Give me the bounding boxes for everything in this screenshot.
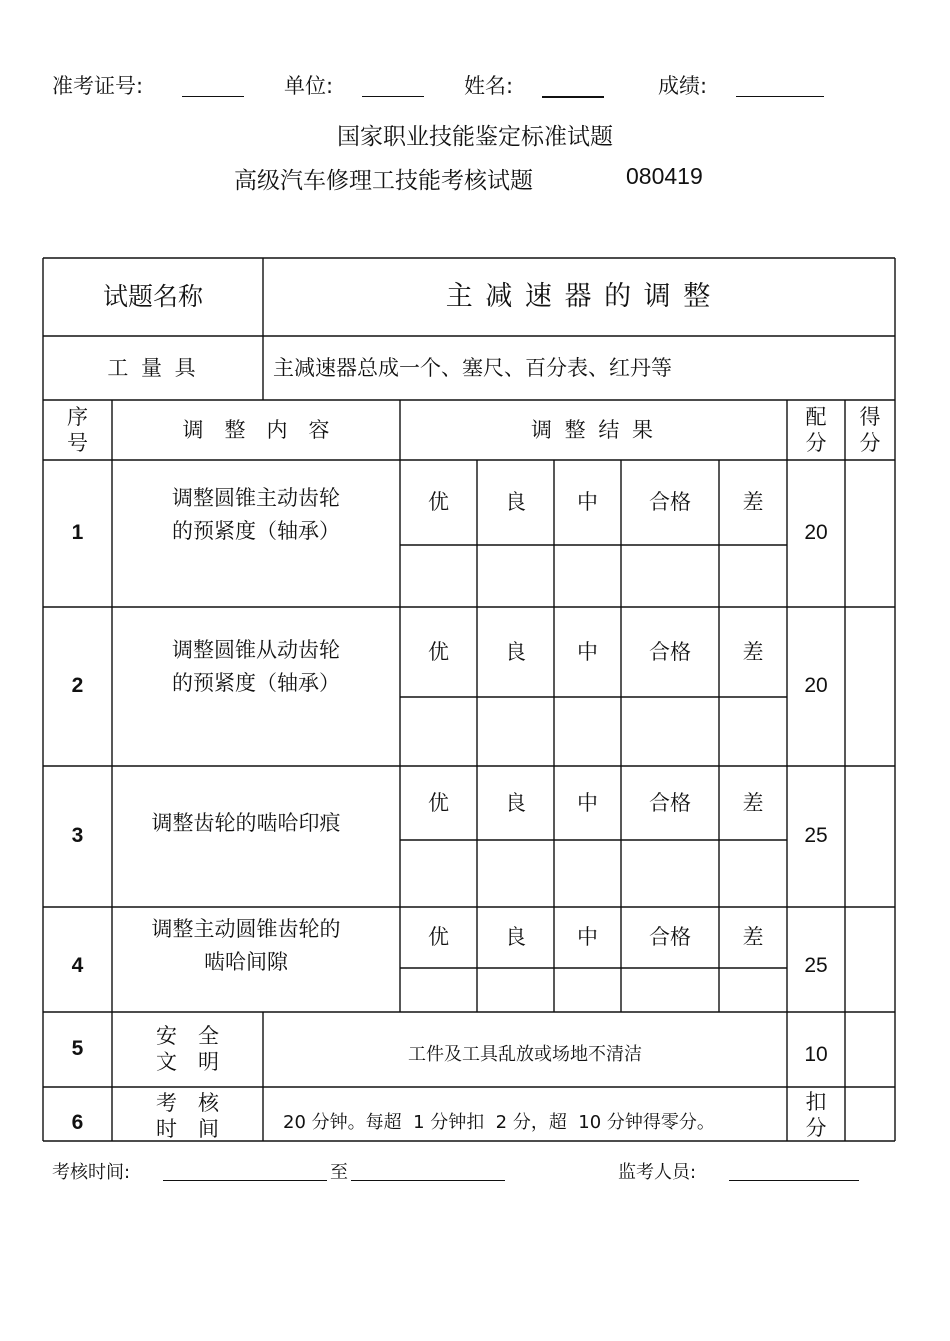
- row-4-grade-good: 良: [505, 925, 526, 950]
- row-1-content-line2: 的预紧度（轴承）: [172, 519, 340, 543]
- row-1-points: 20: [804, 521, 828, 545]
- row-1-grade-good: 良: [505, 490, 526, 515]
- row-5-label: [112, 1016, 263, 1082]
- row-3-content: [112, 790, 380, 856]
- col-header-seq: [43, 400, 112, 460]
- row-4-grade-excellent: 优: [428, 925, 449, 950]
- row-5-no: 5: [71, 1037, 84, 1061]
- row-2-grade-excellent: 优: [428, 639, 449, 664]
- row-1-content: [112, 470, 400, 560]
- row-5-label-line2: 文 明: [156, 1050, 219, 1074]
- row-2-grade-medium: 中: [577, 639, 598, 664]
- row-4-points: 25: [804, 953, 828, 977]
- row-3-mark-area[interactable]: [400, 840, 787, 907]
- unit-label: 单位:: [284, 74, 334, 98]
- row-2-no: 2: [71, 674, 84, 698]
- title-line1: 国家职业技能鉴定标准试题: [337, 124, 613, 150]
- row-3-grade-excellent: 优: [428, 790, 449, 815]
- col-header-seq-2: 号: [67, 431, 88, 455]
- exam-id-label: 准考证号:: [52, 74, 144, 98]
- row-6-no: 6: [71, 1110, 84, 1134]
- score-label: 成绩:: [658, 74, 708, 98]
- tools-label: 工 量 具: [107, 355, 199, 380]
- col-header-result: 调 整 结 果: [530, 417, 657, 442]
- row-3-grade-medium: 中: [577, 790, 598, 815]
- row-3-score-cell[interactable]: [845, 766, 895, 907]
- row-2-grade-poor: 差: [742, 639, 764, 664]
- row-1-score-cell[interactable]: [845, 460, 895, 607]
- col-header-seq-1: 序: [67, 404, 88, 429]
- col-header-points-1: 配: [805, 404, 827, 429]
- row-3-grade-poor: 差: [742, 790, 764, 815]
- row-1-grade-pass: 合格: [649, 490, 691, 515]
- row-2-score-cell[interactable]: [845, 607, 895, 766]
- col-header-score-1: 得: [859, 404, 881, 429]
- row-6-points: [787, 1083, 845, 1147]
- row-4-content-line2: 啮哈间隙: [204, 950, 288, 974]
- exam-time-end-field[interactable]: [351, 1160, 505, 1181]
- row-6-points-line2: 分: [805, 1116, 827, 1140]
- row-3-no: 3: [71, 824, 84, 848]
- row-2-grade-good: 良: [505, 639, 526, 664]
- row-4-no: 4: [71, 953, 84, 977]
- row-2-content: [112, 622, 400, 712]
- row-4-content: [102, 908, 390, 984]
- row-3-grade-good: 良: [505, 790, 526, 815]
- exam-time-to-label: 至: [330, 1162, 348, 1183]
- row-4-mark-area[interactable]: [400, 968, 787, 1012]
- exam-time-start-field[interactable]: [163, 1160, 327, 1181]
- row-4-grade-medium: 中: [577, 925, 598, 950]
- row-1-grade-medium: 中: [577, 490, 598, 515]
- row-1-mark-area[interactable]: [400, 545, 787, 607]
- supervisor-label: 监考人员:: [618, 1162, 697, 1183]
- row-6-label: [112, 1085, 263, 1147]
- row-4-content-line1: 调整主动圆锥齿轮的: [151, 917, 341, 942]
- row-3-points: 25: [804, 824, 828, 848]
- row-1-content-line1: 调整圆锥主动齿轮: [172, 486, 340, 511]
- name-label: 姓名:: [464, 74, 514, 98]
- col-header-score-2: 分: [859, 431, 881, 455]
- row-5-score-cell[interactable]: [845, 1012, 895, 1087]
- col-header-content: 调 整 内 容: [182, 417, 330, 442]
- col-header-points-2: 分: [805, 431, 827, 455]
- row-2-content-line1: 调整圆锥从动齿轮: [172, 638, 340, 663]
- row-3-content-line1: 调整齿轮的啮哈印痕: [151, 810, 341, 835]
- row-1-grade-excellent: 优: [428, 490, 449, 515]
- col-header-points: [787, 400, 845, 460]
- row-2-grade-pass: 合格: [649, 639, 691, 664]
- test-name-value: 主 减 速 器 的 调 整: [445, 281, 713, 313]
- row-2-mark-area[interactable]: [400, 697, 787, 766]
- test-name-label: 试题名称: [102, 281, 203, 311]
- title-line2: 高级汽车修理工技能考核试题: [234, 168, 533, 194]
- supervisor-field[interactable]: [729, 1160, 859, 1181]
- row-2-content-line2: 的预紧度（轴承）: [172, 671, 340, 695]
- row-6-points-line1: 扣: [805, 1089, 827, 1114]
- tools-value: 主减速器总成一个、塞尺、百分表、红丹等: [273, 355, 672, 380]
- row-5-label-line1: 安 全: [156, 1023, 219, 1048]
- title-code: 080419: [626, 163, 703, 189]
- exam-time-label: 考核时间:: [52, 1162, 131, 1183]
- col-header-score: [845, 400, 895, 460]
- row-6-label-line2: 时 间: [156, 1117, 219, 1141]
- row-1-no: 1: [71, 521, 84, 545]
- row-2-points: 20: [804, 674, 828, 698]
- row-3-grade-pass: 合格: [649, 790, 691, 815]
- row-4-grade-pass: 合格: [649, 925, 691, 950]
- row-6-content: 20 分钟。每超 1 分钟扣 2 分，超 10 分钟得零分。: [283, 1112, 715, 1134]
- row-5-points: 10: [804, 1042, 828, 1066]
- row-6-label-line1: 考 核: [156, 1090, 219, 1115]
- row-4-score-cell[interactable]: [845, 907, 895, 1012]
- row-6-score-cell[interactable]: [845, 1087, 895, 1141]
- row-4-grade-poor: 差: [742, 925, 764, 950]
- row-1-grade-poor: 差: [742, 490, 764, 515]
- row-5-content: 工件及工具乱放或场地不清洁: [408, 1044, 642, 1066]
